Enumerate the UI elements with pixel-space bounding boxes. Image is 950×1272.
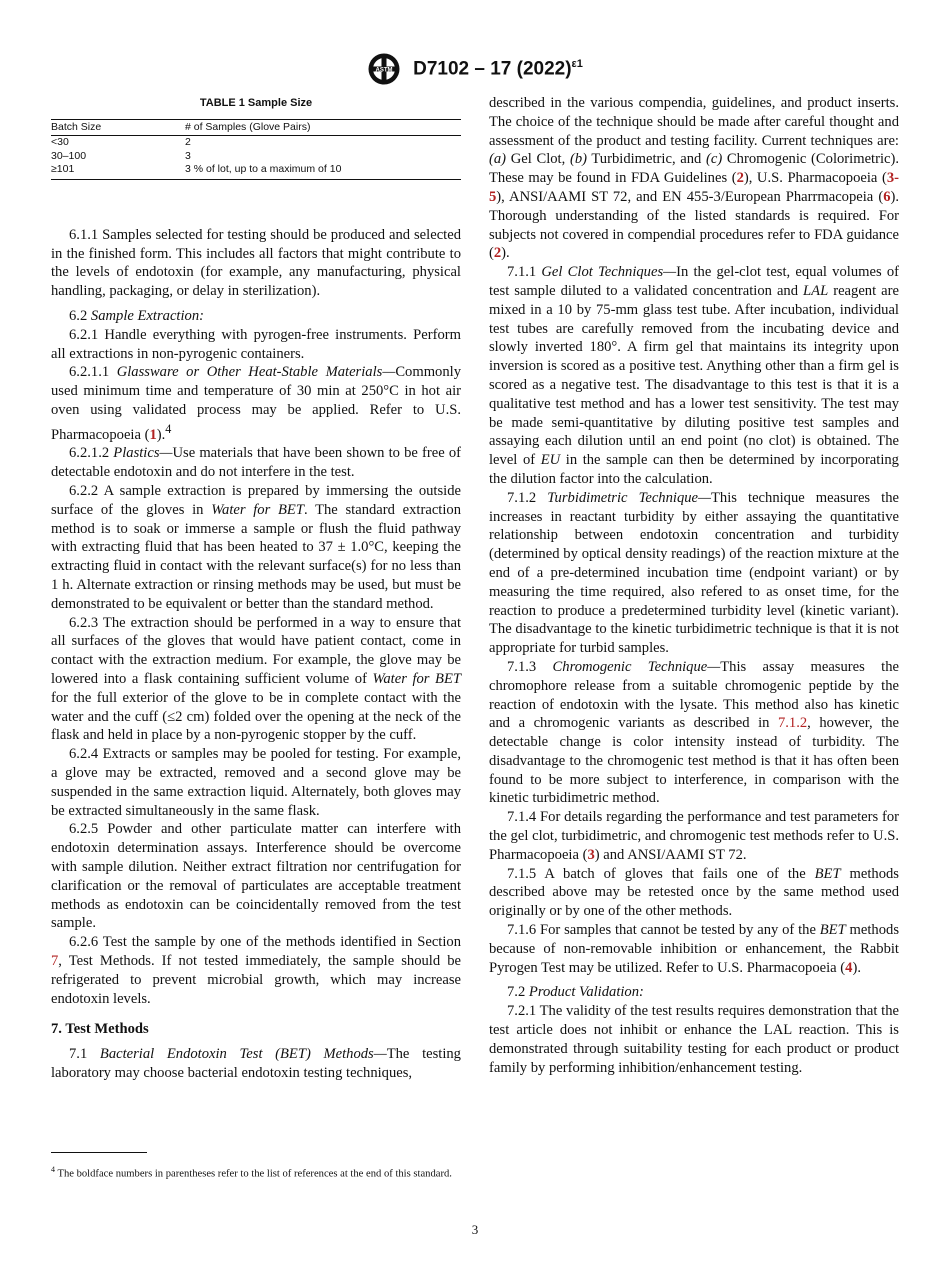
section-title: Sample Extraction: (90, 307, 204, 324)
section-number: 7.1 (69, 1046, 88, 1063)
paragraph-text: 7.1.5 A batch of gloves that fails one of the (507, 865, 815, 882)
section-title: Bacterial Endotoxin Test (BET) Methods— (99, 1046, 387, 1063)
footnote (51, 1163, 461, 1182)
paragraph-7-1-1 (489, 263, 899, 489)
paragraph-text: ). (852, 959, 861, 976)
paragraph-7-1-6 (489, 921, 899, 977)
paragraph-6-2-1-2 (51, 444, 461, 482)
table-cell: <30 (51, 136, 69, 149)
right-column (489, 94, 899, 1077)
paragraph-text: Use materials that have been shown to be free of detectable endotoxin and do not interfere in the test. (51, 445, 461, 481)
italic-term: BET (814, 865, 841, 882)
paragraph-7-1-4 (489, 808, 899, 864)
section-number: 7.1.2 (507, 489, 537, 506)
paragraph-6-2-1-1 (51, 363, 461, 444)
table-cell: 3 (185, 149, 191, 162)
paragraph-text: Chromogenic (Colorimetric). These may be found in FDA Guidelines ( (489, 151, 900, 187)
paragraph-text: ). (501, 245, 510, 262)
paragraph-6-2-6 (51, 933, 461, 1008)
section-title: Turbidimetric Technique— (547, 489, 712, 506)
paragraph-6-1-1: 6.1.1 Samples selected for testing should be produced and selected in the finished form. This includes all factors that might contribute to the levels of endotoxin (for example, any manufacturing, physical handling, packaging, or delay in sterilization). (51, 226, 461, 300)
paragraph-text: for the full exterior of the glove to be in complete contact with the water and the cuff (≤2 cm) folded over the opening at the neck of the flask and held in place by a non-pyrogenic stopper by the cuff. (51, 689, 461, 744)
paragraph-text: 6.2.6 Test the sample by one of the methods identified in Section (69, 934, 461, 951)
paragraph-text: ) and ANSI/AAMI ST 72. (594, 846, 747, 863)
reference-link[interactable]: 2 (493, 245, 502, 262)
paragraph-text: In the gel-clot test, equal volumes of test sample diluted to a validated concentration and (489, 264, 899, 299)
paragraph-text: methods because of non-removable inhibition or enhancement, the Rabbit Pyrogen Test may be utilized. Refer to U.S. Pharmacopoeia ( (489, 922, 899, 976)
paragraph-7-1-5 (489, 865, 899, 921)
paragraph-text: 7.1.4 For details regarding the performance and test parameters for the gel clot, turbidimetric, and chromogenic test methods refer to U.S. Pharmacopoeia ( (489, 809, 899, 863)
paragraph-6-2-1: 6.2.1 Handle everything with pyrogen-free instruments. Perform all extractions in non-pyrogenic containers. (51, 326, 461, 362)
designation-text: D7102 – 17 (2022) (413, 58, 572, 80)
paragraph-text: ). Thorough understanding of the listed standards is required. For subjects not covered in compendial procedures refer to FDA guidance ( (489, 188, 899, 262)
paragraph-text: methods described above may be retested once by the same method used originally or by one of the other methods. (489, 865, 899, 920)
italic-term: Water for BET (372, 670, 461, 687)
italic-term: (a) (489, 151, 507, 168)
section-number: 7.1.1 (507, 264, 537, 281)
paragraph-6-2-2 (51, 482, 461, 614)
italic-term: Water for BET (211, 501, 304, 518)
paragraph-text: ), U.S. Pharmacopoeia ( (743, 170, 887, 187)
left-column (51, 94, 461, 1083)
section-title: Gel Clot Techniques— (541, 264, 677, 281)
table-cell: 2 (185, 136, 191, 149)
page-number: 3 (471, 1222, 479, 1237)
column-header-samples: # of Samples (Glove Pairs) (185, 119, 461, 136)
table-row (51, 163, 461, 179)
section-title: Chromogenic Technique— (552, 658, 721, 675)
italic-term: BET (819, 922, 846, 939)
paragraph-text: 6.2.2 A sample extraction is prepared by immersing the outside surface of the gloves in (51, 483, 461, 518)
paragraph-7-1-3 (489, 658, 899, 808)
reference-link[interactable]: 6 (883, 188, 891, 205)
paragraph-text: ). (156, 426, 166, 443)
paragraph-text: This technique measures the increases in reactant turbidity by either assaying the quantitative relationship between endotoxin concentration and turbidity (determined by optical density readings) of the reaction mixture at the end of a pre-determined incubation time (endpoint variant) or by measuring the time required, also refered to as onset time, for the reaction to produce a predetermined turbidity level (kinetic variant). The disadvantage to the kinetic turbidimetric technique is that it is not appropriate for turbid samples. (489, 489, 899, 657)
epsilon-superscript: ε1 (571, 57, 583, 70)
paragraph-6-2 (51, 307, 461, 326)
paragraph-text: This assay measures the chromophore release from a suitable chromogenic peptide by the reaction of endotoxin with the lysate. This method also has kinetic and a chromogenic variants as described in (489, 658, 899, 732)
section-title: Glassware or Other Heat-Stable Materials— (116, 364, 396, 381)
paragraph-text: 7.1.6 For samples that cannot be tested by any of the (507, 922, 820, 939)
paragraph-text: reagent are mixed in a 10 by 75-mm glass test tube. After incubation, individual test tubes are carefully removed from the incubating device and slowly inverted 180°. A firm gel that maintains its integrity upon inversion is scored as a positive test. Anything other than a firm gel is scored as a negative test. The disadvantage to this test is that it is a qualitative test method and has a lower test sensitivity. The test may be made semi-quantitative by diluting positive test samples and assaying each dilution until an end point (no clot) is obtained. The level of (489, 282, 899, 469)
paragraph-text: Turbidimetric, and (586, 151, 707, 168)
italic-term: (b) (569, 151, 587, 168)
reference-link[interactable]: 3-5 (489, 170, 899, 205)
paragraph-text: . The standard extraction method is to soak or immerse a sample or flush the fluid pathway with extracting fluid that has been heated to 37 ± 1.0°C, keeping the extracting fluid in contact with the relevant surface(s) for no less than 1 h. Alternate extraction or rinsing methods may be used, but must be demonstrated to be equivalent or better than the standard method. (51, 501, 462, 612)
table-row (51, 150, 461, 164)
paragraph-text: , however, the detectable change is color intensity instead of turbidity. The disadvantage to the chromogenic test method is that it has often been found to be more subject to interference, in comparison with the kinetic turbidimetric method. (489, 715, 899, 807)
table-cell: 30–100 (51, 149, 87, 162)
paragraph-text: ), ANSI/AAMI ST 72, and EN 455-3/European Pharrmacopeia ( (496, 188, 884, 205)
table-1-title: TABLE 1 Sample Size (199, 97, 313, 109)
italic-term: (c) (706, 151, 723, 168)
section-link[interactable]: 7 (51, 952, 59, 969)
paragraph-text: The testing laboratory may choose bacterial endotoxin testing techniques, (51, 1046, 461, 1081)
section-number: 6.2.1.1 (69, 364, 110, 381)
table-row (51, 136, 461, 150)
footnote-number: 4 (51, 1165, 55, 1174)
paragraph-7-2-1: 7.2.1 The validity of the test results requires demonstration that the test article does not inhibit or enhance the LAL reaction. This is demonstrated through suitability testing for each product or product family by performing inhibition/enhancement testing. (489, 1003, 899, 1076)
sample-size-table (51, 119, 461, 180)
paragraph-7-1 (51, 1045, 461, 1083)
astm-logo-text: ASTM (375, 67, 393, 74)
standard-designation (413, 58, 583, 80)
paragraph-6-2-3 (51, 614, 461, 746)
section-title: Product Validation: (528, 984, 644, 1001)
page-header (0, 52, 950, 86)
paragraph-text: described in the various compendia, guidelines, and product inserts. The choice of the technique should be made after careful thought and assessment of the product and testing facility. Current techniques are: (489, 95, 899, 149)
reference-link[interactable]: 1 (149, 426, 157, 443)
paragraph-6-2-5: 6.2.5 Powder and other particulate matter can interfere with endotoxin determination assays. Interference should be overcome with sample dilution. Neither extract filtration nor centrifugation for clarification or the removal of particulates are acceptable treatment methods as endotoxin can be coincidentally removed from the test sample. (51, 821, 461, 932)
footnote-text: The boldface numbers in parentheses refer to the list of references at the end of this standard. (57, 1168, 452, 1180)
section-number: 7.2 (507, 984, 526, 1001)
footnote-marker[interactable]: 4 (165, 421, 172, 436)
paragraph-7-1-2 (489, 489, 899, 658)
paragraph-text: 6.2.3 The extraction should be performed in a way to ensure that all surfaces of the gloves that would have patient contact, come in contact with the extraction medium. For example, the glove may be lowered into a flask containing sufficient volume of (51, 614, 461, 687)
reference-link[interactable]: 3 (587, 846, 595, 863)
paragraph-text: , Test Methods. If not tested immediately, the sample should be refrigerated to prevent microbial growth, which may increase endotoxin levels. (51, 952, 461, 1007)
footnote-divider (51, 1152, 147, 1153)
section-title: Plastics— (113, 445, 173, 462)
paragraph-6-2-4: 6.2.4 Extracts or samples may be pooled for testing. For example, a glove may be extracted, removed and a second glove may be suspended in the same extraction liquid. Alternately, both gloves may be extracted simultaneously in the same flask. (51, 746, 461, 819)
section-7-heading: 7. Test Methods (51, 1021, 149, 1038)
astm-logo (367, 52, 401, 86)
section-number: 7.1.3 (507, 658, 537, 675)
table-1 (51, 94, 461, 180)
section-number: 6.2.1.2 (69, 445, 110, 462)
table-cell: ≥101 (51, 163, 185, 179)
italic-term: LAL (803, 282, 829, 299)
paragraph-text: Gel Clot, (506, 151, 570, 168)
italic-term: EU (540, 452, 561, 469)
section-number: 6.2 (69, 307, 88, 324)
reference-link[interactable]: 2 (736, 170, 744, 187)
paragraph-text: in the sample can then be determined by incorporating the dilution factor into the calculation. (489, 452, 899, 487)
reference-link[interactable]: 4 (845, 959, 853, 976)
paragraph-text: Commonly used minimum time and temperature of 30 min at 250°C in hot air oven using validated process may be applied. Refer to U.S. Pharmacopoeia ( (51, 364, 461, 443)
paragraph-7-2 (489, 983, 899, 1002)
paragraph-7-1-continued (489, 94, 899, 263)
column-header-batch-size: Batch Size (51, 119, 185, 136)
table-header-row (51, 119, 461, 136)
section-link[interactable]: 7.1.2 (777, 715, 808, 732)
table-cell: 3 % of lot, up to a maximum of 10 (185, 163, 461, 179)
